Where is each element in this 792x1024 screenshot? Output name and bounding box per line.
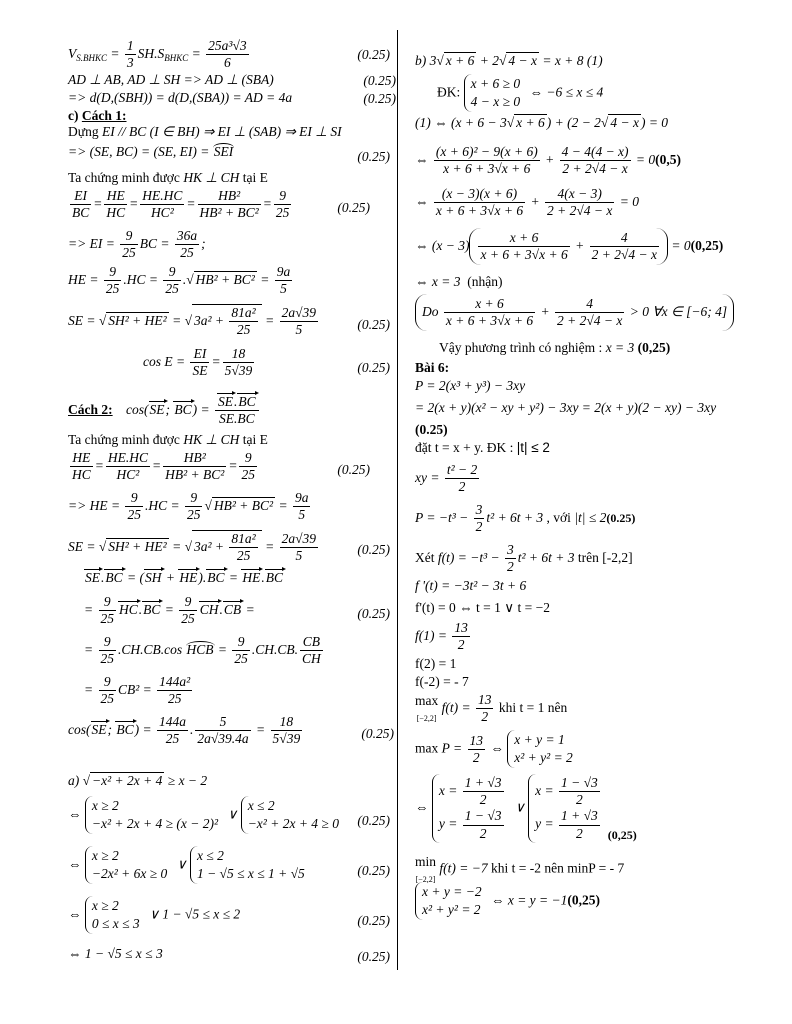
- he-line-2: => HE = $\frac{9}{25}$ .HC = $\frac{9}{25}$ √ HB² + BC² = $\frac{9a}{5}$: [68, 490, 309, 523]
- construction-line: Dựng EI // BC (I ∈ BH) ⇒ EI ⊥ (SAB) ⇒ EI ⊥ SI: [68, 124, 342, 139]
- f-at-2: f(2) = 1: [415, 656, 457, 671]
- proof-statement: Ta chứng minh được HK ⊥ CH tại E: [68, 170, 268, 185]
- proof-statement-2: Ta chứng minh được HK ⊥ CH tại E: [68, 432, 268, 447]
- dot-product-line-3: = $\frac{9}{25}$ .CH.CB.cos HCB = $\frac{9}{25}$ .CH.CB. $\frac{CB}{CH}$: [84, 634, 321, 667]
- part-a-result: ⇔ 1 − √5 ≤ x ≤ 3 (0.25): [68, 946, 390, 965]
- part-c-heading: c) Cách 1:: [68, 108, 127, 123]
- cos-e-line: cos E = $\frac{EI}{SE}$ = $\frac{18}{5√39}$ (0.25): [143, 346, 390, 379]
- positivity-note: Do $\frac{x + 6}{x + 6 + 3√x + 6}$ + $\frac{4}{2 + 2√4 - x}$ > 0 ∀x ∈ [−6; 4]: [415, 294, 755, 340]
- f-derivative: f '(t) = −3t² − 3t + 6: [415, 578, 527, 593]
- eq-root: ⇔ x = 3 (nhận): [415, 274, 503, 289]
- angle-line: => (SE, BC) = (SE, EI) = SEI (0.25): [68, 144, 390, 165]
- part-a-step3: ⇔ x ≥ 2 0 ≤ x ≤ 3 ∨ 1 − √5 ≤ x ≤ 2 (0.25): [68, 896, 390, 946]
- he-line: HE = $\frac{9}{25}$ .HC = $\frac{9}{25}$ .√ HB² + BC² = $\frac{9a}{5}$: [68, 264, 291, 297]
- dot-product-line: SE.BC = (SH + HE).BC = HE.BC: [85, 570, 284, 585]
- bai6-heading: Bài 6:: [415, 360, 450, 375]
- column-divider: [397, 30, 398, 970]
- domain-condition: ĐK: x + 6 ≥ 0 4 − x ≥ 0 ⇔ −6 ≤ x ≤ 4: [415, 74, 755, 114]
- eq-conclusion: Vậy phương trình có nghiệm : x = 3 (0,25): [439, 340, 671, 355]
- f-at-1: f(1) = $\frac{13}{2}$: [415, 620, 468, 653]
- eq-step3: ⇔ $\frac{(x - 3)(x + 6)}{x + 6 + 3√x + 6}$ + $\frac{4(x - 3)}{2 + 2√4 - x}$ = 0: [415, 186, 639, 219]
- p-expand-score: (0.25): [415, 422, 448, 437]
- ratio-line-2: $\frac{HE}{HC}$ = $\frac{HE.HC}{\text{HC²}}$ = $\frac{\text{HB²}}{\text{HB² + BC²}}$ = $\frac{9}{25}$ (0.25): [72, 450, 370, 483]
- eq-step1: (1) ⇔ (x + 6 − 3√ x + 6 ) + (2 − 2√ 4 − x ) = 0: [415, 115, 669, 130]
- min-f: min [−2,2] f(t) = −7 khi t = -2 nên minP = - 7: [415, 854, 625, 884]
- part-a-step2: ⇔ x ≥ 2 −2x² + 6x ≥ 0 ∨ x ≤ 2 1 − √5 ≤ x ≤ 1 + √5 (0.25): [68, 846, 390, 896]
- score: (0.25): [357, 47, 390, 63]
- p-definition: P = 2(x³ + y³) − 3xy: [415, 378, 526, 393]
- perp-line: AD ⊥ AB, AD ⊥ SH => AD ⊥ (SBA) (0.25): [68, 72, 396, 89]
- ei-line: => EI = $\frac{9}{25}$ BC = $\frac{36a}{25}$ ;: [68, 228, 206, 261]
- max-solutions: ⇔ x = $\frac{1 + √3}{2}$ y = $\frac{1 - √3}{2}$ ∨ x = $\frac{1 - √3}{2}$ y = $\frac{1 + √3}{2}$ (0,25): [415, 775, 637, 842]
- part-a-heading: a) √ −x² + 2x + 4 ≥ x − 2: [68, 773, 208, 788]
- dot-product-line-2: = $\frac{9}{25}$ HC.BC = $\frac{9}{25}$ CH.CB = (0.25): [84, 594, 390, 627]
- se-line: SE = √ SH² + HE² = √ 3a² + $\frac{\text{81a²}}{25}$ = $\frac{2a√39}{5}$ (0.25): [68, 305, 390, 338]
- part-a-step1: ⇔ x ≥ 2 −x² + 2x + 4 ≥ (x − 2)² ∨ x ≤ 2 −x² + 2x + 4 ≥ 0 (0.25): [68, 796, 390, 846]
- max-f: max [−2,2] f(t) = $\frac{13}{2}$ khi t = 1 nên: [415, 692, 568, 725]
- f-at-minus-2: f(-2) = - 7: [415, 674, 469, 689]
- ratio-line: $\frac{EI}{BC}$ = $\frac{HE}{HC}$ = $\frac{HE.HC}{\text{HC²}}$ = $\frac{\text{HB²}}{\text{HB² + BC²}}$ = $\frac{9}{25}$ (0.25): [72, 188, 370, 221]
- volume-line: $V_{S.BHKC}$ = $\frac{1}{3}$ $SH.S_{BHKC}$ = $\frac{\text{25a³√3}}{6}$ (0.25): [68, 38, 390, 71]
- min-system: x + y = −2 x² + y² = 2 ⇔ x = y = −1(0,25): [415, 882, 755, 922]
- right-column: [415, 38, 755, 922]
- f-derivative-zero: f'(t) = 0 ⇔ t = 1 ∨ t = −2: [415, 600, 551, 615]
- left-column: [68, 38, 396, 968]
- consider-f: Xét f(t) = −t³ − $\frac{3}{2}$ t² + 6t + 3 trên [-2,2]: [415, 542, 633, 575]
- part-b-heading: b) 3√ x + 6 + 2√ 4 − x = x + 8 (1): [415, 53, 603, 68]
- substitution: đặt t = x + y. ĐK : |t| ≤ 2: [415, 440, 550, 455]
- p-in-t: P = −t³ − $\frac{3}{2}$ t² + 6t + 3 , với |t| ≤ 2(0.25): [415, 502, 636, 535]
- dot-product-line-4: = $\frac{9}{25}$ CB² = $\frac{\text{144a²}}{25}$: [84, 674, 191, 707]
- se-line-2: SE = √ SH² + HE² = √ 3a² + $\frac{\text{81a²}}{25}$ = $\frac{2a√39}{5}$ (0.25): [68, 531, 390, 564]
- cos-result-line: cos(SE; BC) = $\frac{144a}{25}$ . $\frac{5}{2a√39.4a}$ = $\frac{18}{5√39}$ (0.25): [68, 714, 394, 747]
- eq-step4: ⇔ (x − 3) $\frac{x + 6}{x + 6 + 3√x + 6}$ + $\frac{4}{2 + 2√4 - x}$ = 0(0,25): [415, 228, 755, 274]
- xy-expression: xy = $\frac{\text{t² − 2}}{2}$: [415, 462, 478, 495]
- max-p: max P = $\frac{13}{2}$ ⇔ x + y = 1 x² + y² = 2: [415, 730, 755, 774]
- p-expand: = 2(x + y)(x² − xy + y²) − 3xy = 2(x + y)(2 − xy) − 3xy: [415, 400, 717, 415]
- method2-line: Cách 2: cos(SE; BC) = $\frac{SE.BC}{SE.BC}$: [68, 394, 390, 432]
- distance-line: => d(D,(SBH)) = d(D,(SBA)) = AD = 4a (0.25): [68, 90, 396, 107]
- eq-step2: ⇔ $\frac{\text{(x + 6)² − 9(x + 6)}}{x + 6 + 3√x + 6}$ + $\frac{4 - 4(4 - x)}{2 + 2√4 - x}$ = 0(0,5): [415, 144, 682, 177]
